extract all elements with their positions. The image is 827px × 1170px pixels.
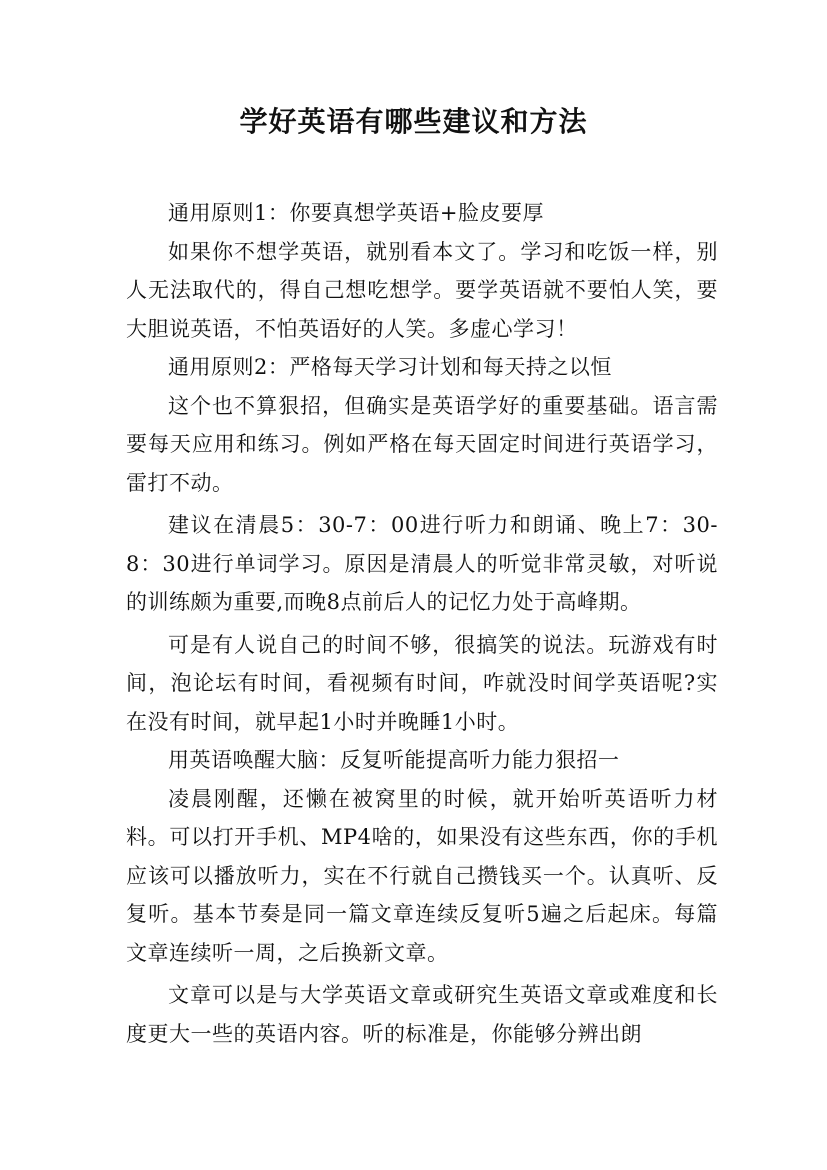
paragraph: 可是有人说自己的时间不够，很搞笑的说法。玩游戏有时间，泡论坛有时间，看视频有时间，咋就没时间学英语呢?实在没有时间，就早起1小时并晚睡1小时。 bbox=[126, 632, 718, 734]
paragraph: 如果你不想学英语，就别看本文了。学习和吃饭一样，别人无法取代的，得自己想吃想学。要学英语就不要怕人笑，要大胆说英语，不怕英语好的人笑。多虚心学习！ bbox=[126, 239, 718, 341]
paragraph: 文章可以是与大学英语文章或研究生英语文章或难度和长度更大一些的英语内容。听的标准是，你能够分辨出朗 bbox=[126, 983, 718, 1046]
paragraph: 建议在清晨5：30-7：00进行听力和朗诵、晚上7：30-8：30进行单词学习。原因是清晨人的听觉非常灵敏，对听说的训练颇为重要,而晚8点前后人的记忆力处于高峰期。 bbox=[126, 513, 718, 614]
document-body bbox=[126, 194, 718, 1053]
paragraph-tip-heading: 用英语唤醒大脑：反复听能提高听力能力狠招一 bbox=[168, 748, 620, 772]
paragraph: 这个也不算狠招，但确实是英语学好的重要基础。语言需要每天应用和练习。例如严格在每天固定时间进行英语学习，雷打不动。 bbox=[126, 393, 718, 495]
paragraph: 凌晨刚醒，还懒在被窝里的时候，就开始听英语听力材料。可以打开手机、MP4啥的，如果没有这些东西，你的手机应该可以播放听力，实在不行就自己攒钱买一个。认真听、反复听。基本节奏是同一篇文章连续反复听5遍之后起床。每篇文章连续听一周，之后换新文章。 bbox=[126, 786, 718, 965]
paragraph-principle-2-heading: 通用原则2：严格每天学习计划和每天持之以恒 bbox=[168, 355, 612, 379]
document-title: 学好英语有哪些建议和方法 bbox=[239, 105, 588, 138]
paragraph-principle-1-heading: 通用原则1：你要真想学英语+脸皮要厚 bbox=[168, 201, 544, 225]
